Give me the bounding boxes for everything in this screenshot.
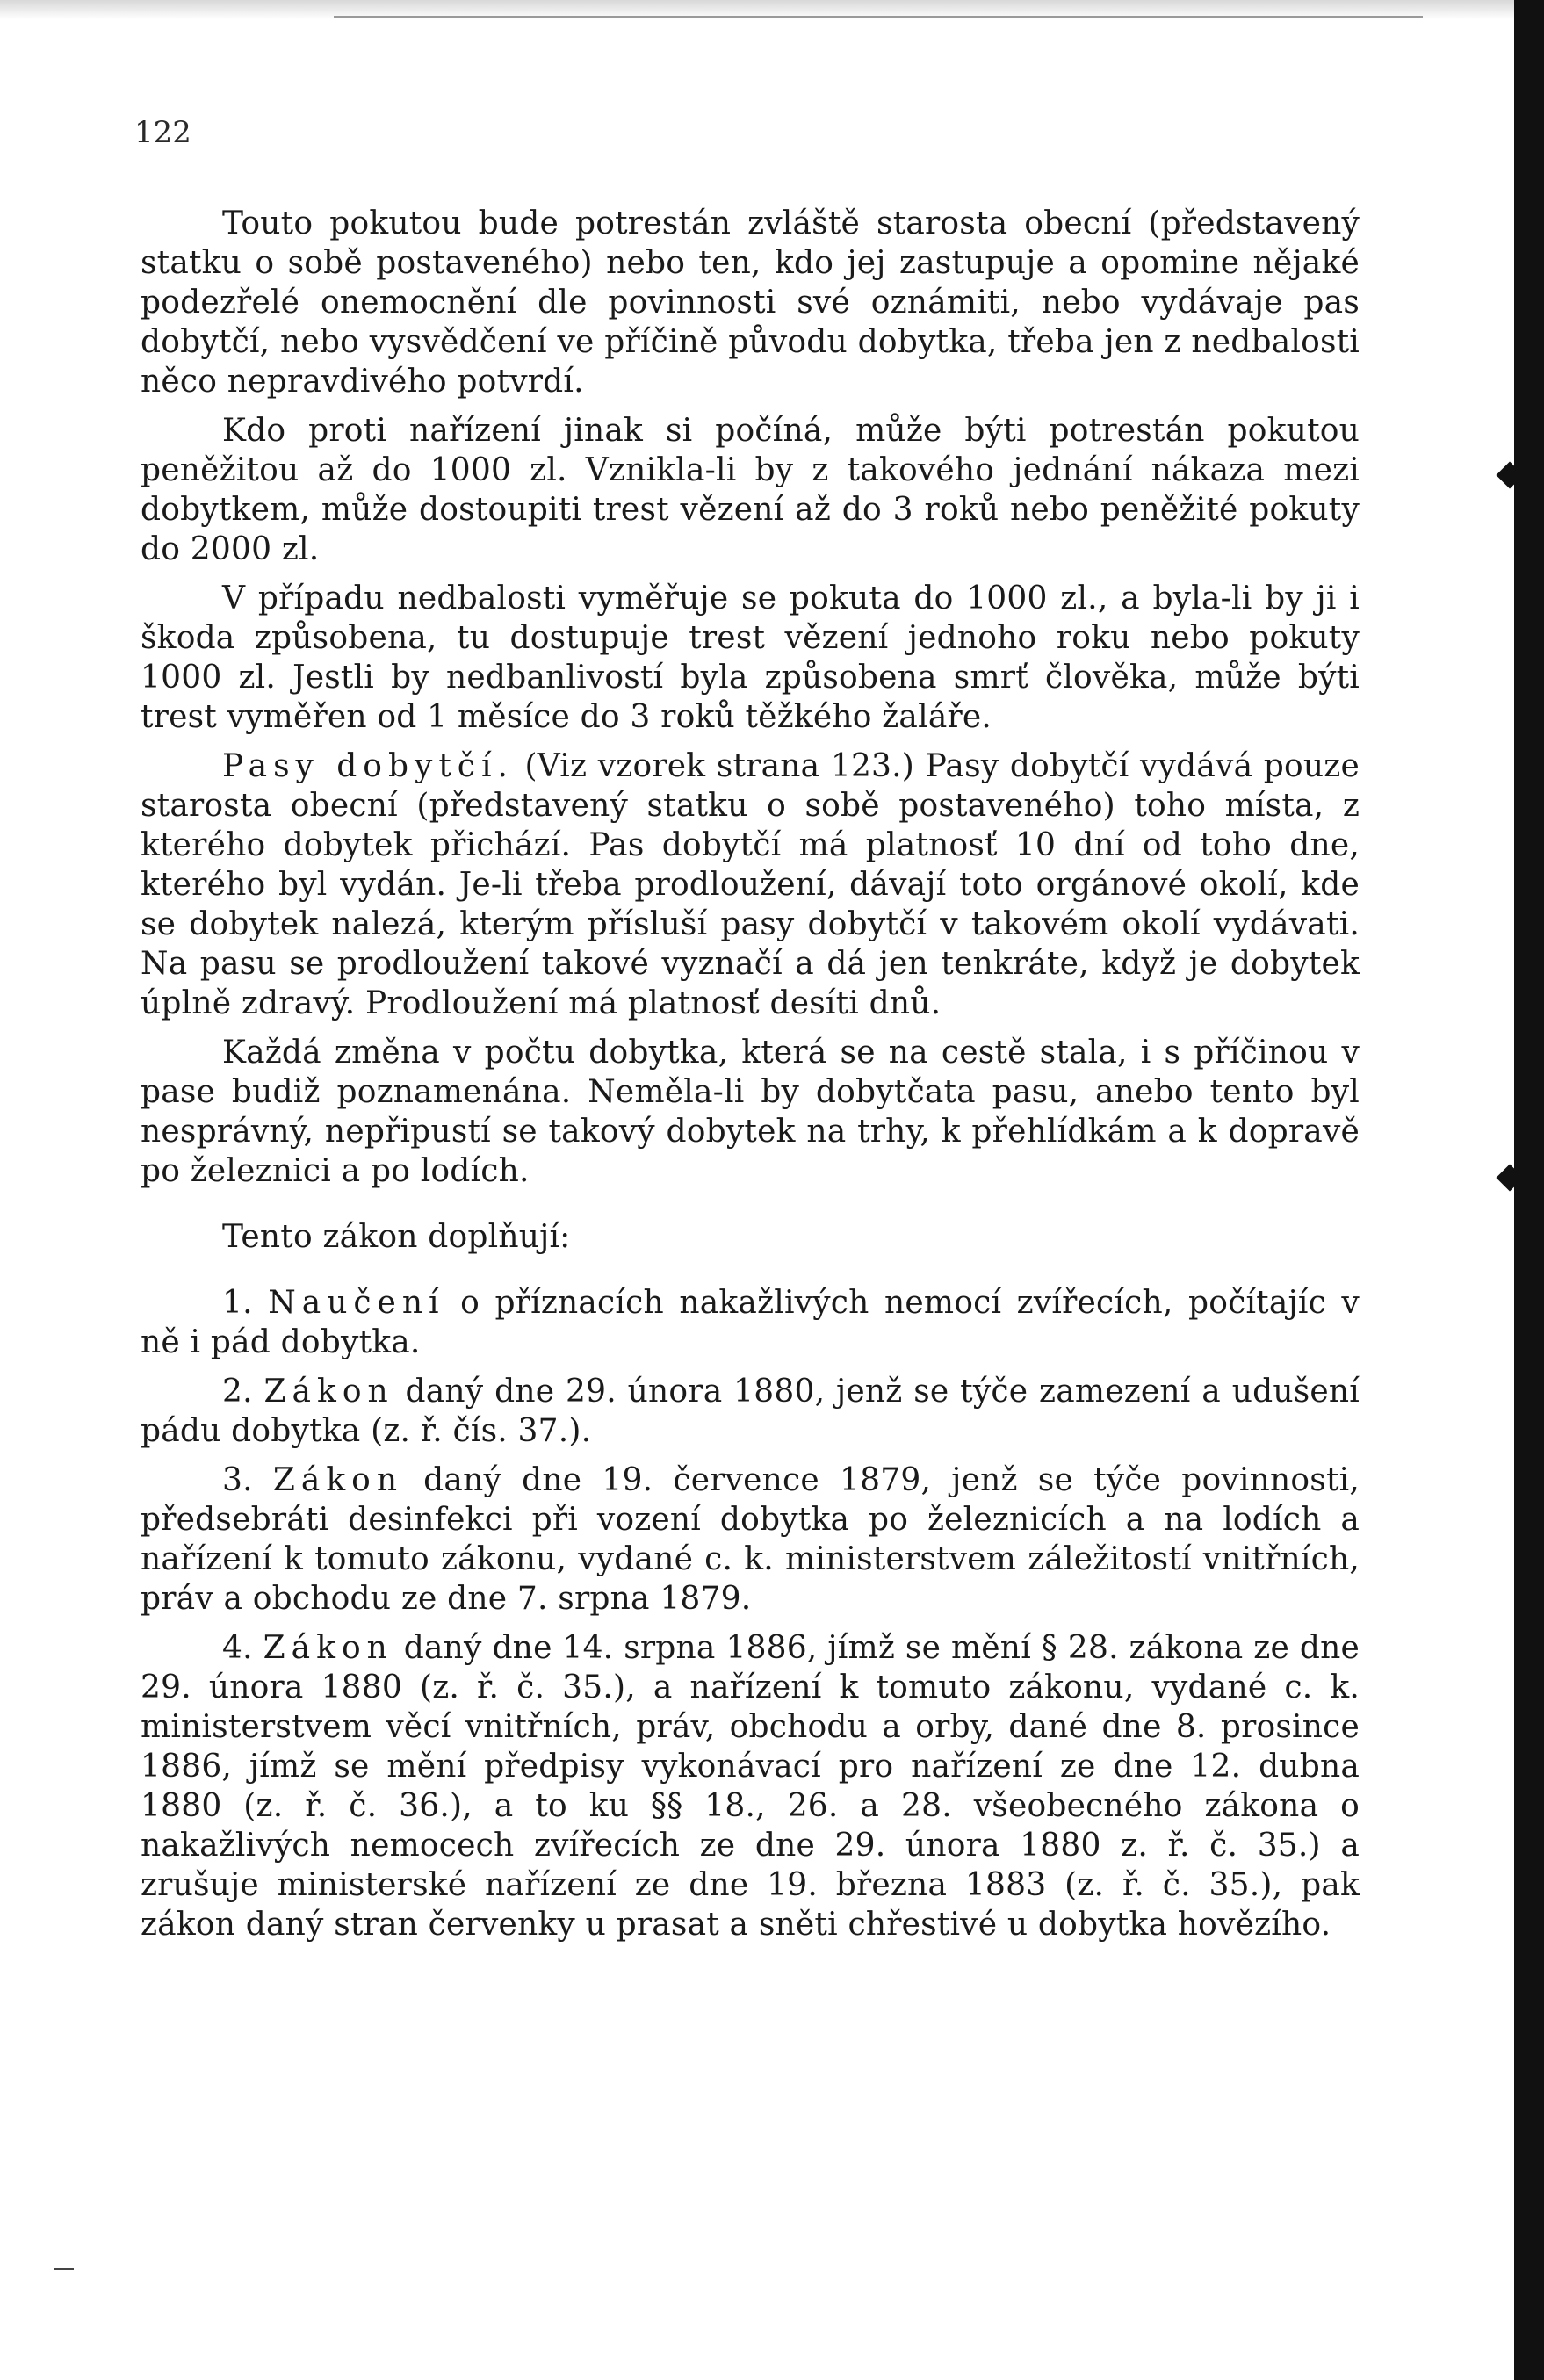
list-intro: Tento zákon doplňují:	[222, 1219, 571, 1255]
list-item	[141, 1628, 1360, 1944]
item-number: 1.	[222, 1285, 253, 1321]
item-number: 4.	[222, 1630, 253, 1666]
paragraph: V případu nedbalosti vyměřuje se pokuta do 1000 zl., a byla-li by ji i škoda způsobena, tu dostupuje trest vězení jednoho roku nebo pokuty 1000 zl. Jestli by nedbanlivostí byla způsobena smrť člověka, může býti trest vyměřen od 1 měsíce do 3 roků těžkého žaláře.	[141, 581, 1360, 735]
section-lead: Pasy dobytčí.	[222, 748, 514, 784]
paragraph-text: (Viz vzorek strana 123.) Pasy dobytčí vydává pouze starosta obecní (představený statku o sobě postaveného) toho místa, z kterého dobytek přichází. Pas dobytčí má platnosť 10 dní od toho dne, kterého byl vydán. Je-li třeba prodloužení, dávají toto orgánové okolí, kde se dobytek nalezá, kterým přísluší pasy dobytčí v takovém okolí vydávati. Na pasu se prodloužení takové vyznačí a dá jen tenkráte, když je dobytek úplně zdravý. Prodloužení má platnosť desíti dnů.	[141, 748, 1360, 1021]
list-item	[141, 1283, 1360, 1362]
item-number: 2.	[222, 1374, 253, 1410]
item-number: 3.	[222, 1462, 253, 1498]
list-item	[141, 1460, 1360, 1619]
paragraph	[141, 746, 1360, 1023]
paragraph: Každá změna v počtu dobytka, která se na cestě stala, i s příčinou v pase budiž poznamenána. Neměla-li by dobytčata pasu, anebo tento byl nesprávný, nepřipustí se takový dobytek na trhy, k přehlídkám a k dopravě po železnici a po lodích.	[141, 1035, 1360, 1189]
page-number: 122	[134, 115, 191, 150]
paragraph: Kdo proti nařízení jinak si počíná, může býti potrestán pokutou peněžitou až do 1000 zl. Vznikla-li by z takového jednání nákaza mezi dobytkem, může dostoupiti trest vězení až do 3 roků nebo peněžité pokuty do 2000 zl.	[141, 413, 1360, 567]
body-text	[141, 204, 1360, 1954]
item-lead: Zákon	[263, 1630, 393, 1666]
scan-right-edge	[1514, 0, 1544, 2380]
list-item	[141, 1372, 1360, 1451]
item-lead: Naučení	[268, 1285, 445, 1321]
item-lead: Zákon	[272, 1462, 404, 1498]
item-text: daný dne 29. února 1880, jenž se týče zamezení a udušení pádu dobytka (z. ř. čís. 37.).	[141, 1374, 1360, 1449]
item-text: daný dne 19. července 1879, jenž se týče povinnosti, předsebráti desinfekci při vození dobytka po železnicích a na lodích a nařízení k tomuto zákonu, vydané c. k. ministerstvem záležitostí vnitřních, práv a obchodu ze dne 7. srpna 1879.	[141, 1462, 1360, 1617]
item-text: daný dne 14. srpna 1886, jímž se mění § 28. zákona ze dne 29. února 1880 (z. ř. č. 35.), a nařízení k tomuto zákonu, vydané c. k. ministerstvem věcí vnitřních, práv, obchodu a orby, dané dne 8. prosince 1886, jímž se mění předpisy vykonávací pro nařízení ze dne 12. dubna 1880 (z. ř. č. 36.), a to ku §§ 18., 26. a 28. všeobecného zákona o nakažlivých nemocech zvířecích ze dne 29. února 1880 z. ř. č. 35.) a zrušuje ministerské nařízení ze dne 19. března 1883 (z. ř. č. 35.), pak zákon daný stran červenky u prasat a sněti chřestivé u dobytka hovězího.	[141, 1630, 1360, 1943]
item-lead: Zákon	[263, 1374, 394, 1410]
item-text: o příznacích nakažlivých nemocí zvířecích, počítajíc v ně i pád dobytka.	[141, 1285, 1360, 1360]
paragraph: Touto pokutou bude potrestán zvláště starosta obecní (představený statku o sobě postaveného) nebo ten, kdo jej zastupuje a opomine nějaké podezřelé onemocnění dle povinnosti své oznámiti, nebo vydávaje pas dobytčí, nebo vysvědčení ve příčině původu dobytka, třeba jen z nedbalosti něco nepravdivého potvrdí.	[141, 206, 1360, 400]
